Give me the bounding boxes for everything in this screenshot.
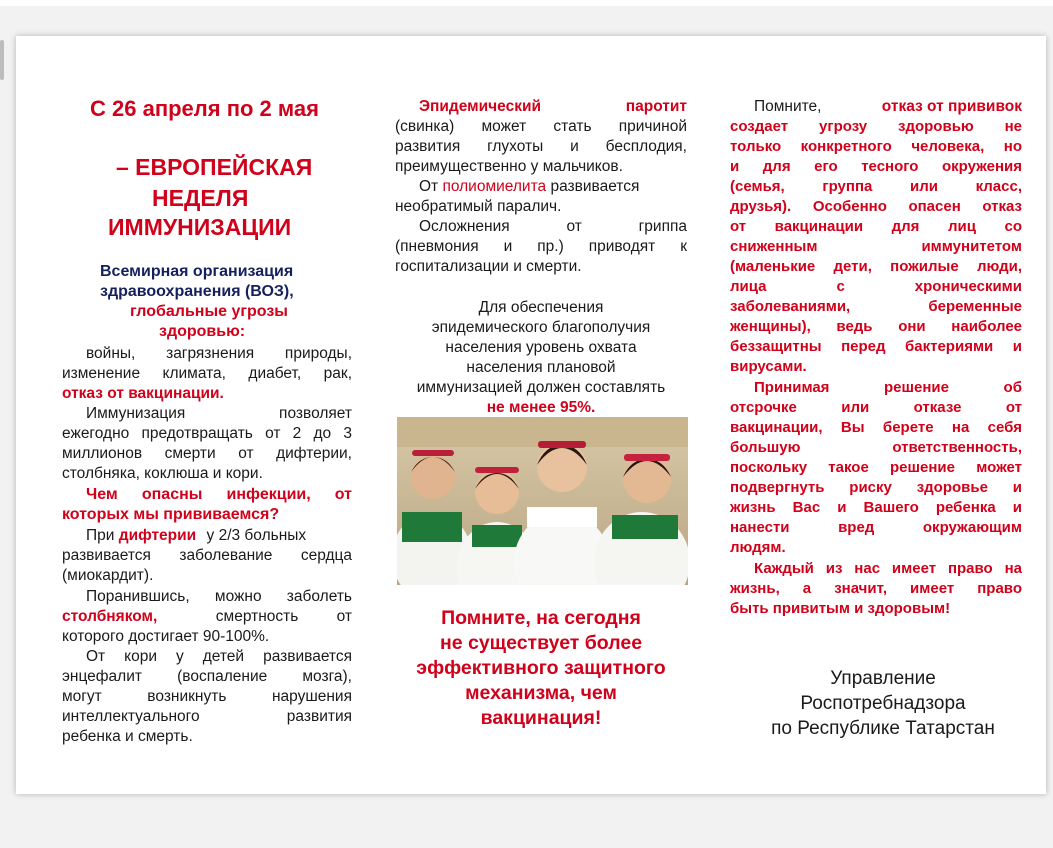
- refusal-warning-line-6: от вакцинации для лиц со: [730, 218, 1022, 235]
- leaflet-page: [16, 36, 1046, 794]
- flu-line-3: госпитализации и смерти.: [395, 258, 582, 275]
- signature-line-3: по Республике Татарстан: [771, 718, 995, 739]
- right-to-health-line-3: быть привитым и здоровым!: [730, 600, 951, 617]
- who-line-1: Всемирная организация: [100, 263, 294, 280]
- polio-prefix: От: [419, 178, 439, 195]
- decision-line-3: вакцинации, Вы берете на себя: [730, 419, 1022, 436]
- who-line-2: здравоохранения (ВОЗ),: [100, 283, 294, 300]
- decision-line-6: подвергнуть риску здоровье и: [730, 479, 1022, 496]
- decision-line-9: людям.: [730, 539, 786, 556]
- refusal-warning-line-10: заболеваниями, беременные: [730, 298, 1022, 315]
- slogan-line-1: Помните, на сегодня: [441, 607, 641, 629]
- top-border: [0, 0, 1053, 6]
- immunization-line-2: ежегодно предотвращать от 2 до 3: [62, 425, 352, 442]
- refusal-warning-line-7: сниженным иммунитетом: [730, 238, 1022, 255]
- remember-prefix: Помните,: [754, 98, 822, 115]
- tetanus-line-2: [62, 607, 352, 627]
- signature-line-1: Управление: [830, 668, 936, 689]
- coverage-value: не менее 95%.: [486, 399, 596, 416]
- polio-line-1: [419, 177, 639, 197]
- remember-line: [754, 97, 1022, 117]
- right-to-health-line-1: Каждый из нас имеет право на: [754, 560, 1022, 577]
- mumps-title: Эпидемический паротит: [419, 98, 687, 115]
- measles-line-2: энцефалит (воспаление мозга),: [62, 668, 352, 685]
- immunization-line-3: миллионов смерти от дифтерии,: [62, 445, 352, 462]
- coverage-line-4: населения плановой: [466, 359, 616, 376]
- refusal-text: отказ от вакцинации.: [62, 385, 224, 402]
- left-edge-marker: [0, 40, 4, 80]
- threat-list-line-1: войны, загрязнения природы,: [86, 345, 352, 362]
- flu-line-1: Осложнения от гриппа: [419, 218, 687, 235]
- refusal-warning-line-2: только конкретного человека, но: [730, 138, 1022, 155]
- polio-suffix: развивается: [550, 178, 640, 195]
- mumps-line-1: (свинка) может стать причиной: [395, 118, 687, 135]
- tetanus-word: столбняком,: [62, 608, 158, 625]
- decision-line-4: большую ответственность,: [730, 439, 1022, 456]
- coverage-line-2: эпидемического благополучия: [431, 319, 651, 336]
- slogan-line-3: эффективного защитного: [416, 657, 666, 679]
- refusal-warning-line-9: лица с хроническими: [730, 278, 1022, 295]
- refusal-warning-line-8: (маленькие дети, пожилые люди,: [730, 258, 1022, 275]
- measles-line-4: интеллектуального развития: [62, 708, 352, 725]
- refusal-warning-line-4: (семья, группа или класс,: [730, 178, 1022, 195]
- event-title-line-1: – ЕВРОПЕЙСКАЯ: [116, 154, 313, 180]
- diphtheria-prefix: При: [86, 527, 115, 544]
- immunization-line-1: Иммунизация позволяет: [86, 405, 352, 422]
- event-title-line-3: ИММУНИЗАЦИИ: [108, 214, 292, 240]
- decision-line-1: Принимая решение об: [754, 379, 1022, 396]
- measles-line-5: ребенка и смерть.: [62, 728, 193, 745]
- refusal-warning-line-13: вирусами.: [730, 358, 807, 375]
- slogan-line-5: вакцинация!: [480, 707, 602, 729]
- signature-line-2: Роспотребнадзора: [800, 693, 966, 714]
- diphtheria-line: [86, 526, 306, 546]
- slogan-line-4: механизма, чем: [465, 682, 617, 704]
- signature-block: [728, 666, 1038, 741]
- diphtheria-line-3: (миокардит).: [62, 567, 154, 584]
- coverage-line-1: Для обеспечения: [478, 299, 604, 316]
- flu-line-2: (пневмония и пр.) приводят к: [395, 238, 687, 255]
- refusal-warning-line-1: создает угрозу здоровью не: [730, 118, 1022, 135]
- tetanus-suffix: смертность от: [215, 608, 352, 625]
- immunization-line-4: столбняка, коклюша и кори.: [62, 465, 263, 482]
- event-dates: С 26 апреля по 2 мая: [90, 96, 319, 121]
- mumps-line-2: развития глухоты и бесплодия,: [395, 138, 687, 155]
- tetanus-line-3: которого достигает 90-100%.: [62, 628, 270, 645]
- threats-line-1: глобальные угрозы: [130, 303, 288, 320]
- refusal-warning-line-12: беззащитны перед бактериями и: [730, 338, 1022, 355]
- event-title-line-2: НЕДЕЛЯ: [152, 185, 249, 211]
- polio-line-2: необратимый паралич.: [395, 198, 562, 215]
- diphtheria-suffix: у 2/3 больных: [206, 527, 307, 544]
- remember-red: отказ от прививок: [881, 98, 1022, 115]
- mumps-line-3: преимущественно у мальчиков.: [395, 158, 623, 175]
- tetanus-line-1: Поранившись, можно заболеть: [86, 588, 352, 605]
- diphtheria-word: дифтерии: [118, 527, 197, 544]
- coverage-line-3: населения уровень охвата: [445, 339, 637, 356]
- danger-question-line-2: которых мы прививаемся?: [62, 506, 280, 523]
- danger-question-line-1: Чем опасны инфекции, от: [86, 486, 352, 503]
- threats-line-2: здоровью:: [159, 323, 246, 340]
- refusal-warning-line-11: женщины), ведь они наиболее: [730, 318, 1022, 335]
- refusal-warning-line-5: друзья). Особенно опасен отказ: [730, 198, 1022, 215]
- decision-line-5: поскольку такое решение может: [730, 459, 1022, 476]
- coverage-line-5: иммунизацией должен составлять: [416, 379, 666, 396]
- threat-list-line-2: изменение климата, диабет, рак,: [62, 365, 352, 382]
- right-to-health-line-2: жизнь, а значит, имеет право: [730, 580, 1022, 597]
- slogan-block: [382, 606, 700, 731]
- decision-line-2: отсрочке или отказе от: [730, 399, 1022, 416]
- measles-line-3: могут возникнуть нарушения: [62, 688, 352, 705]
- decision-line-7: жизнь Вас и Вашего ребенка и: [730, 499, 1022, 516]
- coverage-block: [390, 298, 692, 418]
- photo-illustration: [397, 417, 688, 585]
- children-vaccination-photo: [397, 417, 688, 585]
- slogan-line-2: не существует более: [439, 632, 643, 654]
- polio-word: полиомиелита: [442, 178, 547, 195]
- refusal-warning-line-3: и для его тесного окружения: [730, 158, 1022, 175]
- diphtheria-line-2: развивается заболевание сердца: [62, 547, 352, 564]
- measles-line-1: От кори у детей развивается: [86, 648, 352, 665]
- decision-line-8: нанести вред окружающим: [730, 519, 1022, 536]
